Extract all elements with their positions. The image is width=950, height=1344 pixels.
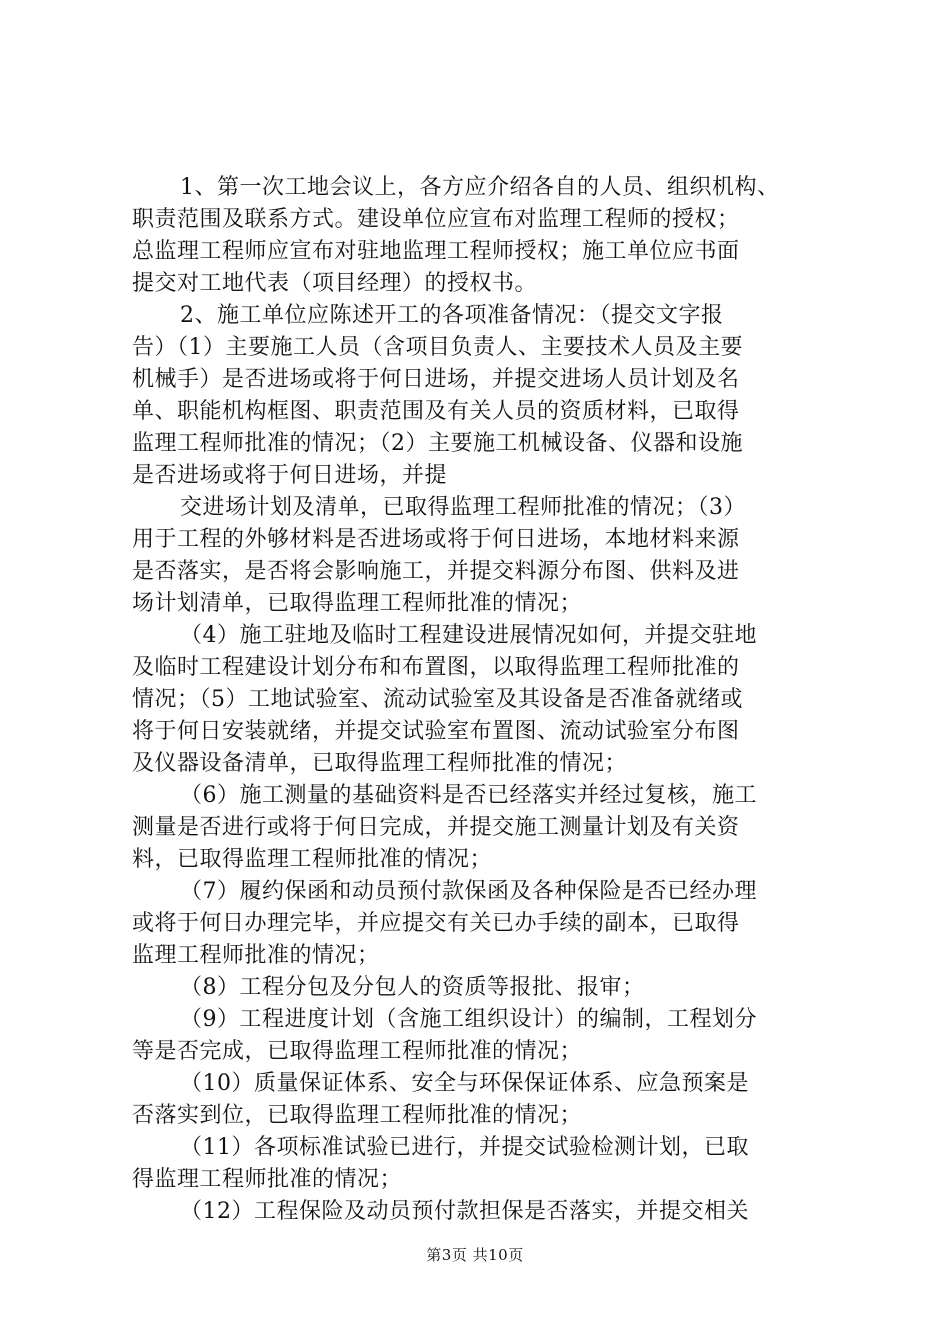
text-line: （11）各项标准试验已进行，并提交试验检测计划，已取 — [180, 1135, 749, 1160]
text-line: 机械手）是否进场或将于何日进场，并提交进场人员计划及名 — [132, 367, 740, 392]
text-line: 用于工程的外够材料是否进场或将于何日进场，本地材料来源 — [132, 527, 740, 552]
text-line: 将于何日安装就绪，并提交试验室布置图、流动试验室分布图 — [132, 719, 740, 744]
text-line: （6）施工测量的基础资料是否已经落实并经过复核，施工 — [180, 783, 757, 808]
document-body — [132, 172, 832, 1228]
text-line: 是否进场或将于何日进场，并提 — [132, 463, 448, 488]
text-line: （7）履约保函和动员预付款保函及各种保险是否已经办理 — [180, 879, 757, 904]
text-line: 料，已取得监理工程师批准的情况； — [132, 847, 493, 872]
text-line: 或将于何日办理完毕，并应提交有关已办手续的副本，已取得 — [132, 911, 740, 936]
text-line: （9）工程进度计划（含施工组织设计）的编制，工程划分 — [180, 1007, 757, 1032]
page-footer: 第3页 共10页 — [426, 1246, 524, 1264]
text-line: 及仪器设备清单，已取得监理工程师批准的情况； — [132, 751, 628, 776]
text-line: 单、职能机构框图、职责范围及有关人员的资质材料，已取得 — [132, 399, 740, 424]
text-line: 是否落实，是否将会影响施工，并提交料源分布图、供料及进 — [132, 559, 740, 584]
text-line: 2、施工单位应陈述开工的各项准备情况：（提交文字报 — [180, 303, 724, 328]
text-line: 监理工程师批准的情况； — [132, 943, 380, 968]
text-line: （12）工程保险及动员预付款担保是否落实，并提交相关 — [180, 1199, 749, 1224]
text-line: 1、第一次工地会议上，各方应介绍各自的人员、组织机构、 — [180, 175, 780, 200]
text-line: 交进场计划及清单，已取得监理工程师批准的情况；（3） — [180, 495, 746, 520]
text-line: 总监理工程师应宣布对驻地监理工程师授权；施工单位应书面 — [132, 239, 740, 264]
text-line: 得监理工程师批准的情况； — [132, 1167, 403, 1192]
text-line: 及临时工程建设计划分布和布置图，以取得监理工程师批准的 — [132, 655, 740, 680]
text-line: 测量是否进行或将于何日完成，并提交施工测量计划及有关资 — [132, 815, 740, 840]
text-line: （8）工程分包及分包人的资质等报批、报审； — [180, 975, 645, 1000]
text-line: （4）施工驻地及临时工程建设进展情况如何，并提交驻地 — [180, 623, 757, 648]
text-line: 监理工程师批准的情况；（2）主要施工机械设备、仪器和设施 — [132, 431, 743, 456]
text-line: 提交对工地代表（项目经理）的授权书。 — [132, 271, 538, 296]
text-line: 场计划清单，已取得监理工程师批准的情况； — [132, 591, 583, 616]
text-line: 职责范围及联系方式。建设单位应宣布对监理工程师的授权； — [132, 207, 740, 232]
text-line: （10）质量保证体系、安全与环保保证体系、应急预案是 — [180, 1071, 749, 1096]
text-line: 等是否完成，已取得监理工程师批准的情况； — [132, 1039, 583, 1064]
text-line: 情况；（5）工地试验室、流动试验室及其设备是否准备就绪或 — [132, 687, 743, 712]
text-line: 告）（1）主要施工人员（含项目负责人、主要技术人员及主要 — [132, 335, 743, 360]
text-line: 否落实到位，已取得监理工程师批准的情况； — [132, 1103, 583, 1128]
